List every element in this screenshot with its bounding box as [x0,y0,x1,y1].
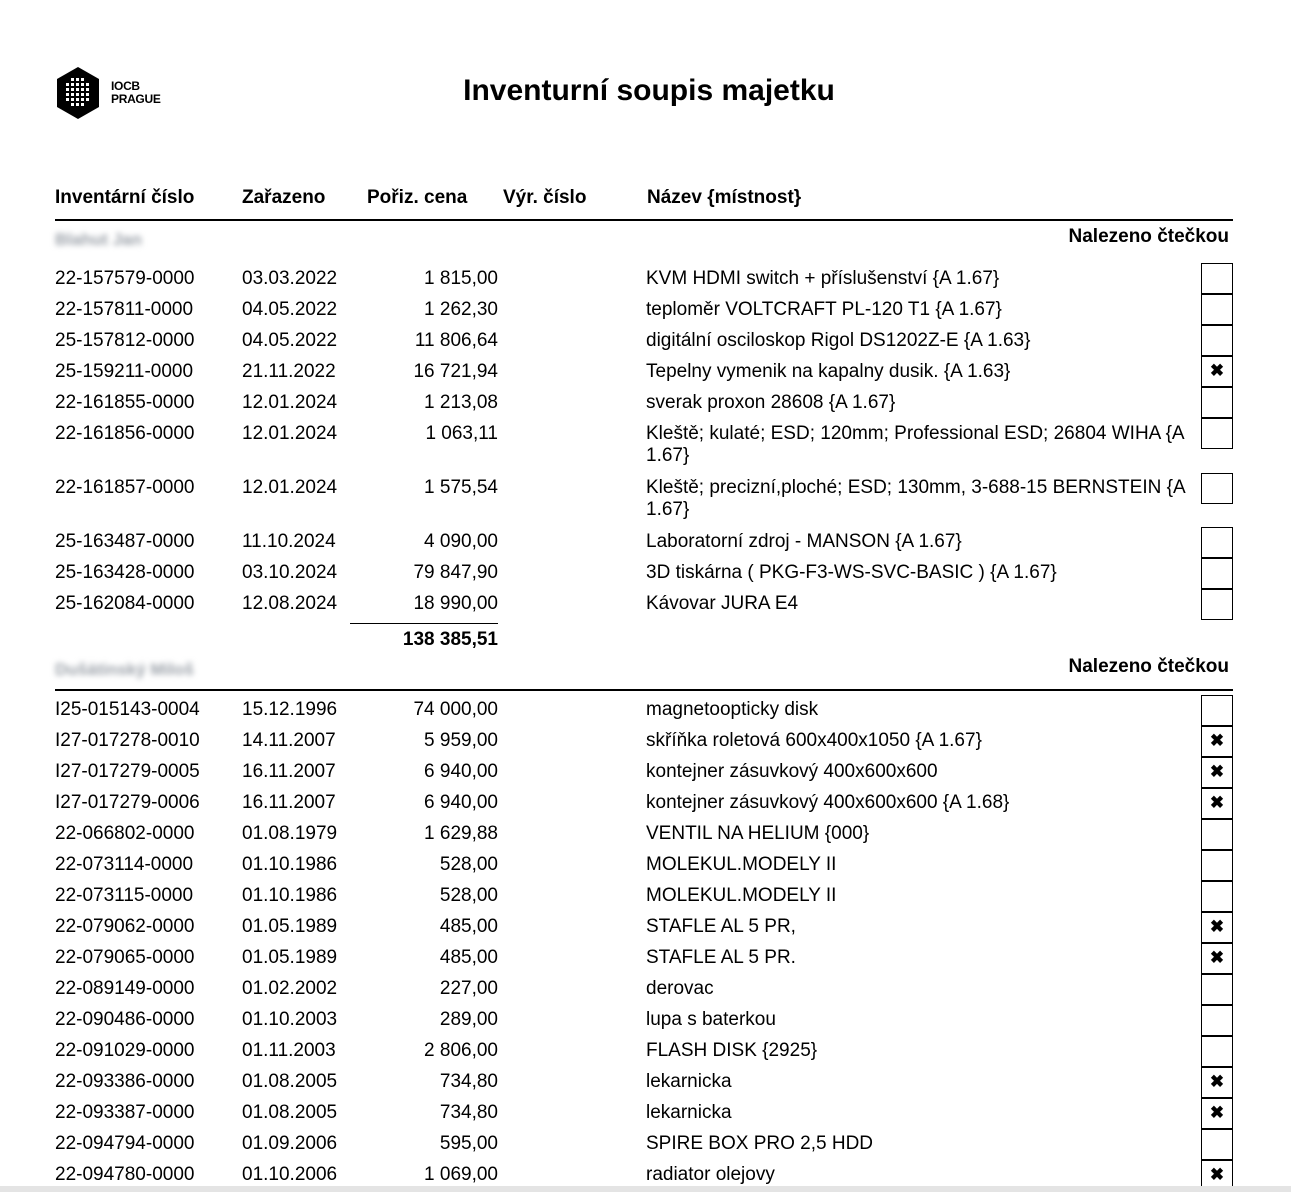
item-name: lekarnicka [646,1102,732,1123]
item-name: sverak proxon 28608 {A 1.67} [646,392,896,413]
purchase-price: 528,00 [439,854,498,875]
inventory-number: 22-161856-0000 [55,423,195,444]
date-added: 15.12.1996 [242,699,338,720]
inventory-number: 22-079065-0000 [55,947,195,968]
column-header-inventory-number: Inventární číslo [55,187,195,208]
found-checkbox[interactable] [1201,695,1233,726]
purchase-price: 74 000,00 [413,699,498,720]
item-name: SPIRE BOX PRO 2,5 HDD [646,1133,874,1154]
found-checkbox[interactable] [1201,726,1233,757]
inventory-number: 25-162084-0000 [55,593,195,614]
item-name: MOLEKUL.MODELY II [646,854,837,875]
date-added: 04.05.2022 [242,299,338,320]
inventory-number: 22-157579-0000 [55,268,195,289]
item-name: magnetoopticky disk [646,699,819,720]
purchase-price: 1 063,11 [425,423,498,444]
check-mark-icon: ✖ [1209,1103,1225,1122]
date-added: 01.11.2003 [242,1040,336,1061]
date-added: 01.08.2005 [242,1102,338,1123]
logo-line-1: IOCB [111,79,140,93]
group-header-rule [55,219,1233,221]
inventory-number: 22-091029-0000 [55,1040,195,1061]
column-header-serial: Výr. číslo [503,187,587,208]
inventory-number: 22-079062-0000 [55,916,195,937]
column-header-price: Pořiz. cena [367,187,468,208]
found-checkbox[interactable] [1201,589,1233,620]
found-checkbox[interactable] [1201,1036,1233,1067]
inventory-number: 25-163428-0000 [55,562,195,583]
item-name: Kleště; kulaté; ESD; 120mm; Professional ESD; 26804 WIHA {A 1.67} [646,423,1184,466]
item-name: FLASH DISK {2925} [646,1040,818,1061]
item-name: Laboratorní zdroj - MANSON {A 1.67} [646,531,962,552]
item-name: teploměr VOLTCRAFT PL-120 T1 {A 1.67} [646,299,1002,320]
page-bottom-edge [0,1186,1291,1192]
date-added: 12.01.2024 [242,423,338,444]
group-header [55,226,1229,252]
inventory-number: 22-093387-0000 [55,1102,195,1123]
date-added: 01.02.2002 [242,978,338,999]
found-checkbox[interactable] [1201,788,1233,819]
date-added: 01.10.1986 [242,885,338,906]
found-checkbox[interactable] [1201,387,1233,418]
purchase-price: 227,00 [439,978,498,999]
inventory-number: I27-017279-0005 [55,761,200,782]
found-checkbox[interactable] [1201,850,1233,881]
check-mark-icon: ✖ [1209,917,1225,936]
purchase-price: 734,80 [439,1071,498,1092]
item-name: VENTIL NA HELIUM {000} [646,823,870,844]
inventory-number: 22-093386-0000 [55,1071,195,1092]
found-checkbox[interactable] [1201,1098,1233,1129]
item-name: derovac [646,978,714,999]
purchase-price: 6 940,00 [424,761,498,782]
purchase-price: 6 940,00 [424,792,498,813]
item-name: kontejner zásuvkový 400x600x600 [646,761,938,782]
date-added: 01.10.1986 [242,854,338,875]
found-checkbox[interactable] [1201,1067,1233,1098]
found-checkbox[interactable] [1201,881,1233,912]
date-added: 14.11.2007 [242,730,336,751]
item-name: kontejner zásuvkový 400x600x600 {A 1.68} [646,792,1010,813]
date-added: 01.08.2005 [242,1071,338,1092]
inventory-number: 22-161855-0000 [55,392,195,413]
check-mark-icon: ✖ [1209,731,1225,750]
found-checkbox[interactable] [1201,527,1233,558]
sum-rule [350,623,498,624]
found-checkbox[interactable] [1201,912,1233,943]
date-added: 01.05.1989 [242,947,338,968]
purchase-price: 2 806,00 [424,1040,498,1061]
date-added: 12.01.2024 [242,392,338,413]
found-checkbox[interactable] [1201,263,1233,294]
owner-name: Blahut Jan [55,230,142,249]
purchase-price: 528,00 [439,885,498,906]
inventory-number: 22-089149-0000 [55,978,195,999]
purchase-price: 289,00 [439,1009,498,1030]
date-added: 01.10.2003 [242,1009,338,1030]
date-added: 03.03.2022 [242,268,338,289]
item-name: MOLEKUL.MODELY II [646,885,837,906]
inventory-number: 22-073115-0000 [55,885,194,906]
owner-name: Dušátinský Miloš [55,660,194,679]
check-mark-icon: ✖ [1209,793,1225,812]
item-name: STAFLE AL 5 PR. [646,947,796,968]
date-added: 16.11.2007 [242,792,336,813]
item-name: digitální osciloskop Rigol DS1202Z-E {A 1.63} [646,330,1031,351]
column-header-name: Název {místnost} [647,187,802,208]
purchase-price: 485,00 [439,947,498,968]
found-checkbox[interactable] [1201,356,1233,387]
item-name: KVM HDMI switch + příslušenství {A 1.67} [646,268,1000,289]
check-mark-icon: ✖ [1209,948,1225,967]
found-checkbox[interactable] [1201,943,1233,974]
item-name: Kávovar JURA E4 [646,593,799,614]
date-added: 01.10.2006 [242,1164,338,1185]
page-title: Inventurní soupis majetku [463,74,835,107]
item-name: radiator olejovy [646,1164,775,1185]
purchase-price: 1 213,08 [424,392,498,413]
group-header-rule [55,689,1233,691]
purchase-price: 1 629,88 [424,823,498,844]
item-name: lupa s baterkou [646,1009,776,1030]
item-name: Kleště; precizní,ploché; ESD; 130mm, 3-688-15 BERNSTEIN {A 1.67} [646,477,1185,520]
purchase-price: 734,80 [439,1102,498,1123]
check-mark-icon: ✖ [1209,1165,1225,1184]
purchase-price: 16 721,94 [413,361,498,382]
inventory-number: 25-163487-0000 [55,531,195,552]
purchase-price: 1 815,00 [424,268,498,289]
inventory-number: 22-090486-0000 [55,1009,195,1030]
inventory-number: 25-159211-0000 [55,361,194,382]
date-added: 12.08.2024 [242,593,338,614]
date-added: 01.09.2006 [242,1133,338,1154]
inventory-number: I27-017279-0006 [55,792,200,813]
found-by-scanner-label: Nalezeno čtečkou [1068,226,1229,247]
found-checkbox[interactable] [1201,473,1233,504]
purchase-price: 79 847,90 [413,562,498,583]
purchase-price: 1 069,00 [424,1164,498,1185]
inventory-number: 22-073114-0000 [55,854,194,875]
purchase-price: 1 262,30 [424,299,498,320]
item-name: 3D tiskárna ( PKG-F3-WS-SVC-BASIC ) {A 1.67} [646,562,1057,583]
item-name: skříňka roletová 600x400x1050 {A 1.67} [646,730,982,751]
inventory-number: 25-157812-0000 [55,330,195,351]
item-name: Tepelny vymenik na kapalny dusik. {A 1.63} [646,361,1011,382]
purchase-price: 595,00 [439,1133,498,1154]
found-checkbox[interactable] [1201,1005,1233,1036]
found-by-scanner-label: Nalezeno čtečkou [1068,656,1229,677]
inventory-number: I27-017278-0010 [55,730,200,751]
found-checkbox[interactable] [1201,757,1233,788]
item-name: lekarnicka [646,1071,732,1092]
purchase-price: 4 090,00 [424,531,498,552]
date-added: 01.05.1989 [242,916,338,937]
found-checkbox[interactable] [1201,294,1233,325]
logo-line-2: PRAGUE [111,92,161,106]
group-header [55,656,1229,682]
purchase-price: 18 990,00 [413,593,498,614]
inventory-number: 22-157811-0000 [55,299,194,320]
inventory-number: 22-161857-0000 [55,477,195,498]
purchase-price: 11 806,64 [414,330,498,351]
purchase-price: 5 959,00 [424,730,498,751]
found-checkbox[interactable] [1201,1129,1233,1160]
item-name: STAFLE AL 5 PR, [646,916,796,937]
purchase-price: 1 575,54 [424,477,498,498]
inventory-number: 22-094794-0000 [55,1133,195,1154]
column-header-date: Zařazeno [242,187,326,208]
date-added: 01.08.1979 [242,823,338,844]
found-checkbox[interactable] [1201,325,1233,356]
inventory-number: 22-066802-0000 [55,823,195,844]
found-checkbox[interactable] [1201,974,1233,1005]
date-added: 16.11.2007 [242,761,336,782]
found-checkbox[interactable] [1201,558,1233,589]
found-checkbox[interactable] [1201,418,1233,449]
inventory-number: I25-015143-0004 [55,699,200,720]
found-checkbox[interactable] [1201,819,1233,850]
date-added: 03.10.2024 [242,562,338,583]
purchase-price: 485,00 [439,916,498,937]
group-total: 138 385,51 [402,629,498,650]
check-mark-icon: ✖ [1209,762,1225,781]
date-added: 21.11.2022 [242,361,336,382]
inventory-number: 22-094780-0000 [55,1164,195,1185]
check-mark-icon: ✖ [1209,1072,1225,1091]
date-added: 12.01.2024 [242,477,338,498]
check-mark-icon: ✖ [1209,361,1225,380]
date-added: 04.05.2022 [242,330,338,351]
date-added: 11.10.2024 [242,531,336,552]
